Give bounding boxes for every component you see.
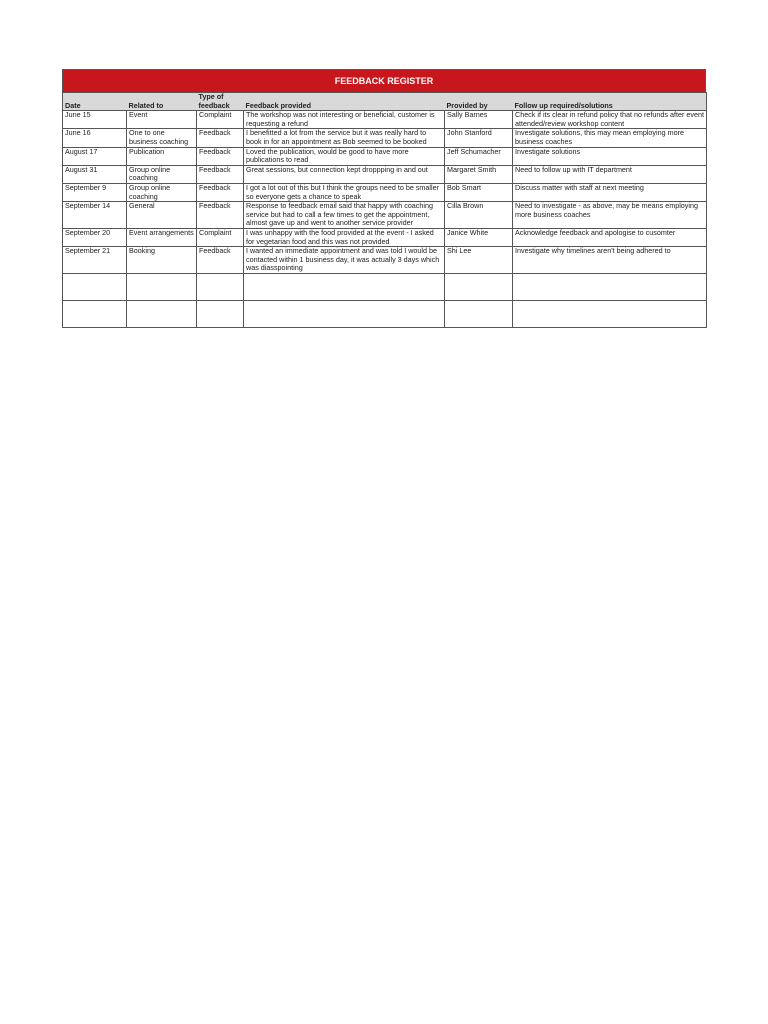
table-row (63, 165, 707, 183)
cell-feedback: Loved the publication, would be good to have more publications to read (244, 147, 445, 165)
cell-date: September 14 (63, 202, 127, 229)
cell-follow-up: Check if its clear in refund policy that no refunds after event attended/review workshop content (513, 111, 707, 129)
cell-provided-by: Margaret Smith (445, 165, 513, 183)
empty-cell (513, 300, 707, 327)
table-row (63, 202, 707, 229)
table-row (63, 247, 707, 274)
cell-related-to: Publication (127, 147, 197, 165)
register-table (62, 92, 707, 328)
cell-date: September 21 (63, 247, 127, 274)
cell-type: Feedback (197, 147, 244, 165)
cell-provided-by: Shi Lee (445, 247, 513, 274)
cell-date: September 20 (63, 228, 127, 246)
column-header-provided-by: Provided by (445, 93, 513, 111)
empty-cell (244, 300, 445, 327)
cell-related-to: Booking (127, 247, 197, 274)
register-title: FEEDBACK REGISTER (62, 69, 706, 92)
cell-follow-up: Need to follow up with IT department (513, 165, 707, 183)
cell-related-to: Event arrangements (127, 228, 197, 246)
header-row (63, 93, 707, 111)
cell-provided-by: Bob Smart (445, 183, 513, 201)
cell-date: August 31 (63, 165, 127, 183)
cell-feedback: I was unhappy with the food provided at the event - I asked for vegetarian food and this was not provided (244, 228, 445, 246)
empty-cell (63, 273, 127, 300)
table-row (63, 147, 707, 165)
empty-cell (197, 273, 244, 300)
empty-cell (127, 273, 197, 300)
empty-row (63, 300, 707, 327)
table-row (63, 111, 707, 129)
cell-related-to: One to one business coaching (127, 129, 197, 147)
cell-related-to: Group online coaching (127, 165, 197, 183)
table-row (63, 228, 707, 246)
empty-row (63, 273, 707, 300)
feedback-register (62, 69, 706, 328)
cell-provided-by: Cilla Brown (445, 202, 513, 229)
cell-related-to: General (127, 202, 197, 229)
cell-type: Feedback (197, 183, 244, 201)
empty-cell (197, 300, 244, 327)
cell-date: June 16 (63, 129, 127, 147)
empty-cell (244, 273, 445, 300)
cell-type: Complaint (197, 228, 244, 246)
cell-follow-up: Investigate solutions, this may mean employing more business coaches (513, 129, 707, 147)
empty-cell (513, 273, 707, 300)
cell-date: August 17 (63, 147, 127, 165)
cell-type: Complaint (197, 111, 244, 129)
column-header-feedback: Feedback provided (244, 93, 445, 111)
cell-follow-up: Investigate solutions (513, 147, 707, 165)
empty-cell (445, 273, 513, 300)
cell-type: Feedback (197, 165, 244, 183)
cell-follow-up: Need to investigate - as above, may be means employing more business coaches (513, 202, 707, 229)
table-row (63, 129, 707, 147)
cell-provided-by: Jeff Schumacher (445, 147, 513, 165)
cell-follow-up: Acknowledge feedback and apologise to cusomter (513, 228, 707, 246)
empty-cell (127, 300, 197, 327)
empty-cell (445, 300, 513, 327)
cell-feedback: Great sessions, but connection kept droppping in and out (244, 165, 445, 183)
cell-date: September 9 (63, 183, 127, 201)
column-header-date: Date (63, 93, 127, 111)
column-header-follow-up: Follow up required/solutions (513, 93, 707, 111)
cell-feedback: Response to feedback email said that happy with coaching service but had to call a few times to get the appointment, almost gave up and went to another service provider (244, 202, 445, 229)
cell-type: Feedback (197, 129, 244, 147)
cell-type: Feedback (197, 202, 244, 229)
table-row (63, 183, 707, 201)
cell-feedback: I got a lot out of this but I think the groups need to be smaller so everyone gets a chance to speak (244, 183, 445, 201)
cell-type: Feedback (197, 247, 244, 274)
cell-provided-by: Janice White (445, 228, 513, 246)
cell-feedback: I wanted an immediate appointment and was told I would be contacted within 1 business day, it was actually 3 days which was diasspointing (244, 247, 445, 274)
column-header-related-to: Related to (127, 93, 197, 111)
column-header-type: Type of feedback (197, 93, 244, 111)
cell-follow-up: Investigate why timelines aren't being adhered to (513, 247, 707, 274)
cell-feedback: The workshop was not interesting or beneficial, customer is requesting a refund (244, 111, 445, 129)
empty-cell (63, 300, 127, 327)
cell-provided-by: John Stanford (445, 129, 513, 147)
cell-follow-up: Discuss matter with staff at next meeting (513, 183, 707, 201)
cell-related-to: Event (127, 111, 197, 129)
cell-feedback: I benefitted a lot from the service but it was really hard to book in for an appointment as Bob seemed to be booked (244, 129, 445, 147)
cell-related-to: Group online coaching (127, 183, 197, 201)
cell-date: June 15 (63, 111, 127, 129)
cell-provided-by: Sally Barnes (445, 111, 513, 129)
